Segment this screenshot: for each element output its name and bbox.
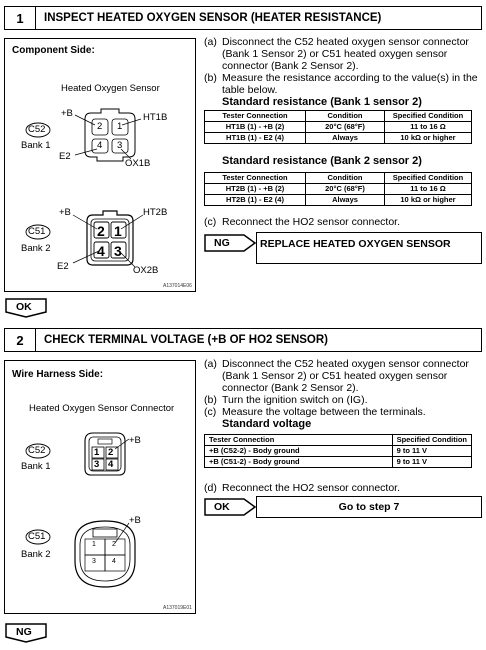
instruction-c: (c) Measure the voltage between the terminals. (204, 406, 426, 418)
instruction-a: (a) Disconnect the C52 heated oxygen sensor connector (Bank 1 Sensor 2) or C51 heated oxygen sensor connector (Bank 2 Sensor 2). (204, 358, 469, 394)
lower-pin-2: 2 (97, 223, 105, 239)
table-header: Specified Condition (385, 173, 472, 184)
voltage-table-heading: Standard voltage (222, 418, 312, 430)
instruction-b: (b) Measure the resistance according to the value(s) in the table below. (204, 72, 478, 96)
instruction-b: (b) Turn the ignition switch on (IG). (204, 394, 368, 406)
lower-e2-label: E2 (57, 261, 69, 272)
figure-id: A137014E06 (163, 283, 192, 289)
table-header: Tester Connection (205, 111, 306, 122)
table-row: HT1B (1) - +B (2) 20°C (68°F) 11 to 16 Ω (205, 122, 472, 133)
instruction-a: (a) Disconnect the C52 heated oxygen sensor connector (Bank 1 Sensor 2) or C51 heated oxygen sensor connector (Bank 2 Sensor 2). (204, 36, 469, 72)
ng-result-tag: NG (204, 234, 256, 252)
ok-down-tab: OK (5, 298, 47, 318)
table-row: HT2B (1) - +B (2) 20°C (68°F) 11 to 16 Ω (205, 184, 472, 195)
table-row: +B (C52-2) - Body ground 9 to 11 V (205, 446, 472, 457)
step-1-number: 1 (5, 7, 36, 29)
upper-pin-2: 2 (97, 121, 103, 132)
lower-ht-label: HT2B (143, 207, 168, 218)
figure-label: Component Side: (12, 45, 95, 56)
figure-caption: Heated Oxygen Sensor (61, 83, 160, 94)
instruction-d: (d) Reconnect the HO2 sensor connector. (204, 482, 401, 494)
upper-pin-3: 3 (117, 140, 123, 151)
lower-plus-b-label: +B (59, 207, 71, 218)
step-1-header (4, 6, 482, 30)
upper-ox-label: OX1B (125, 158, 151, 169)
table-header: Tester Connection (205, 435, 393, 446)
step-1-title: INSPECT HEATED OXYGEN SENSOR (HEATER RESISTANCE) (44, 12, 382, 24)
figure-caption: Heated Oxygen Sensor Connector (29, 403, 175, 414)
table-header: Condition (306, 173, 385, 184)
lower-bank-label: Bank 2 (21, 243, 51, 254)
figure-id: A137019E01 (163, 605, 192, 611)
lower-pin-4: 4 (112, 558, 116, 565)
upper-pin-1: 1 (117, 121, 123, 132)
upper-connector-code: C52 (28, 445, 46, 456)
upper-pin-3: 3 (94, 459, 100, 470)
table-header: Specified Condition (385, 111, 472, 122)
table-row: HT2B (1) - E2 (4) Always 10 kΩ or higher (205, 195, 472, 206)
resistance-table-bank-1 (204, 110, 472, 144)
lower-bank-label: Bank 2 (21, 549, 51, 560)
table-row: +B (C51-2) - Body ground 9 to 11 V (205, 457, 472, 468)
ng-action-box: REPLACE HEATED OXYGEN SENSOR (256, 232, 482, 264)
lower-pin-3: 3 (114, 243, 122, 259)
upper-pin-4: 4 (108, 459, 114, 470)
ok-action-box: Go to step 7 (256, 496, 482, 518)
figure-label: Wire Harness Side: (12, 369, 104, 380)
step-2-title: CHECK TERMINAL VOLTAGE (+B OF HO2 SENSOR) (44, 334, 329, 346)
table-header: Condition (306, 111, 385, 122)
upper-connector-code: C52 (28, 124, 46, 135)
table-header: Specified Condition (392, 435, 471, 446)
harness-connector-drawing (5, 361, 197, 615)
resistance-table-bank-2 (204, 172, 472, 206)
ok-result-tag: OK (204, 498, 256, 516)
ng-down-tab: NG (5, 623, 47, 643)
step-1-figure (4, 38, 196, 292)
upper-ht-label: HT1B (143, 112, 168, 123)
upper-bank-label: Bank 1 (21, 140, 51, 151)
table-header: Tester Connection (205, 173, 306, 184)
lower-pin-1: 1 (114, 223, 122, 239)
upper-plus-b-label: +B (129, 435, 141, 446)
upper-e2-label: E2 (59, 151, 71, 162)
upper-plus-b-label: +B (61, 108, 73, 119)
step-2-number: 2 (5, 329, 36, 351)
lower-pin-1: 1 (92, 541, 96, 548)
table-row: HT1B (1) - E2 (4) Always 10 kΩ or higher (205, 133, 472, 144)
upper-pin-2: 2 (108, 447, 114, 458)
instruction-c: (c) Reconnect the HO2 sensor connector. (204, 216, 401, 228)
step-2-figure (4, 360, 196, 614)
step-2-header (4, 328, 482, 352)
lower-pin-2: 2 (112, 541, 116, 548)
lower-connector-code: C51 (28, 531, 46, 542)
upper-pin-1: 1 (94, 447, 100, 458)
lower-connector-code: C51 (28, 226, 46, 237)
voltage-table (204, 434, 472, 468)
lower-ox-label: OX2B (133, 265, 159, 276)
upper-bank-label: Bank 1 (21, 461, 51, 472)
lower-pin-4: 4 (97, 243, 105, 259)
table-2-heading: Standard resistance (Bank 2 sensor 2) (222, 155, 422, 167)
lower-pin-3: 3 (92, 558, 96, 565)
lower-plus-b-label: +B (129, 515, 141, 526)
upper-pin-4: 4 (97, 140, 103, 151)
table-1-heading: Standard resistance (Bank 1 sensor 2) (222, 96, 422, 108)
